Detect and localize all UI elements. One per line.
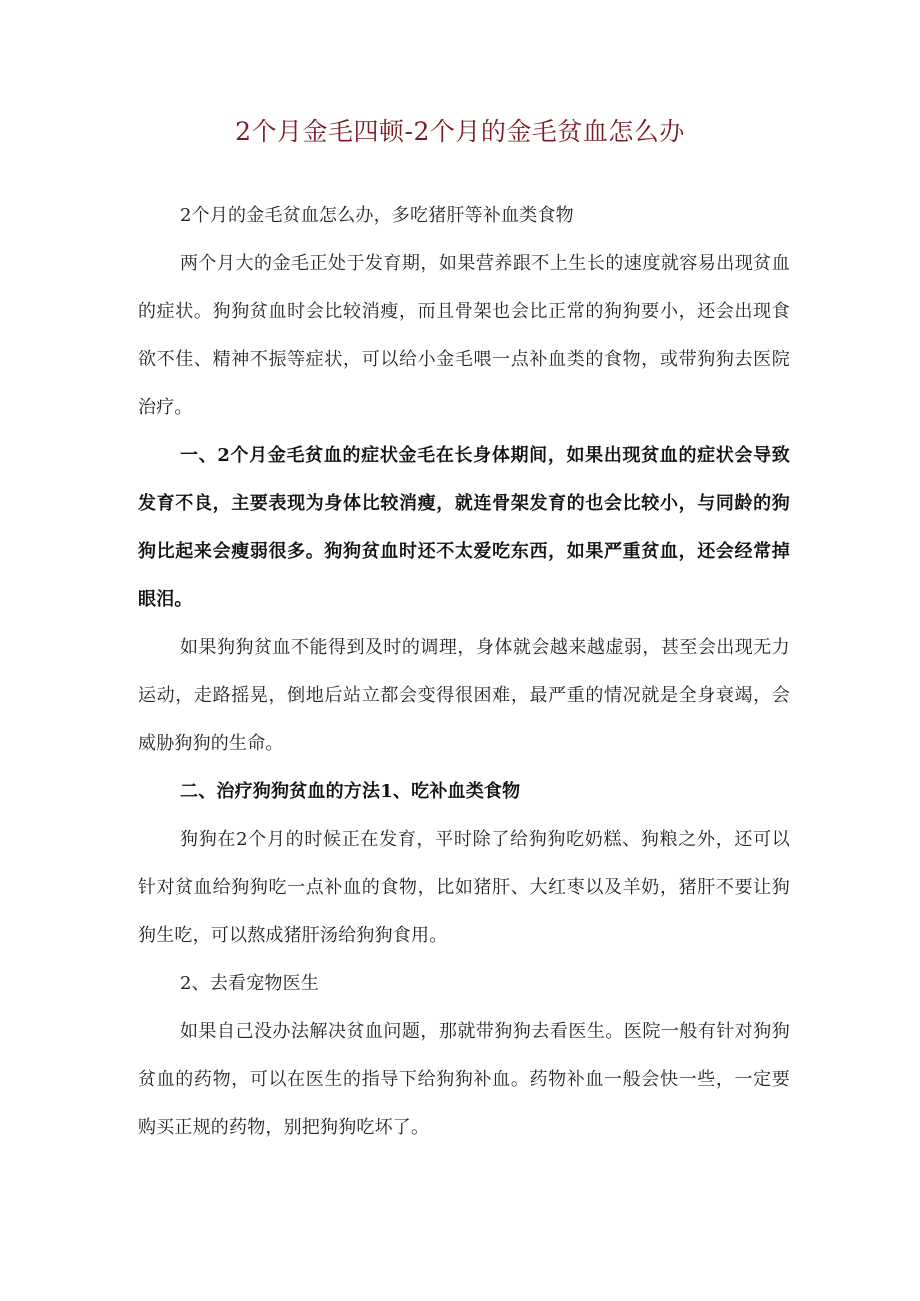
page-title: 2个月金毛四顿-2个月的金毛贫血怎么办 (235, 117, 685, 146)
paragraph-consequences: 如果狗狗贫血不能得到及时的调理，身体就会越来越虚弱，甚至会出现无力运动，走路摇晃，倒地后站立都会变得很困难，最严重的情况就是全身衰竭，会威胁狗狗的生命。 (138, 637, 790, 754)
paragraph-intro: 2个月的金毛贫血怎么办，多吃猪肝等补血类食物 (180, 205, 574, 226)
paragraph-overview: 两个月大的金毛正处于发育期，如果营养跟不上生长的速度就容易出现贫血的症状。狗狗贫血时会比较消瘦，而且骨架也会比正常的狗狗要小，还会出现食欲不佳、精神不振等症状，可以给小金毛喂一点补血类的食物，或带狗狗去医院治疗。 (138, 253, 790, 418)
section-heading-treatment: 二、治疗狗狗贫血的方法1、吃补血类食物 (180, 781, 521, 802)
paragraph-food: 狗狗在2个月的时候正在发育，平时除了给狗狗吃奶糕、狗粮之外，还可以针对贫血给狗狗吃一点补血的食物，比如猪肝、大红枣以及羊奶，猪肝不要让狗狗生吃，可以熬成猪肝汤给狗狗食用。 (138, 829, 790, 946)
paragraph-vet: 如果自己没办法解决贫血问题，那就带狗狗去看医生。医院一般有针对狗狗贫血的药物，可以在医生的指导下给狗狗补血。药物补血一般会快一些，一定要购买正规的药物，别把狗狗吃坏了。 (138, 1021, 790, 1138)
section-heading-symptoms: 一、2个月金毛贫血的症状金毛在长身体期间，如果出现贫血的症状会导致发育不良，主要表现为身体比较消瘦，就连骨架发育的也会比较小，与同龄的狗狗比起来会瘦弱很多。狗狗贫血时还不太爱吃东西，如果严重贫血，还会经常掉眼泪。 (138, 445, 790, 610)
subheading-vet: 2、去看宠物医生 (180, 973, 320, 994)
document-body (138, 192, 790, 1152)
